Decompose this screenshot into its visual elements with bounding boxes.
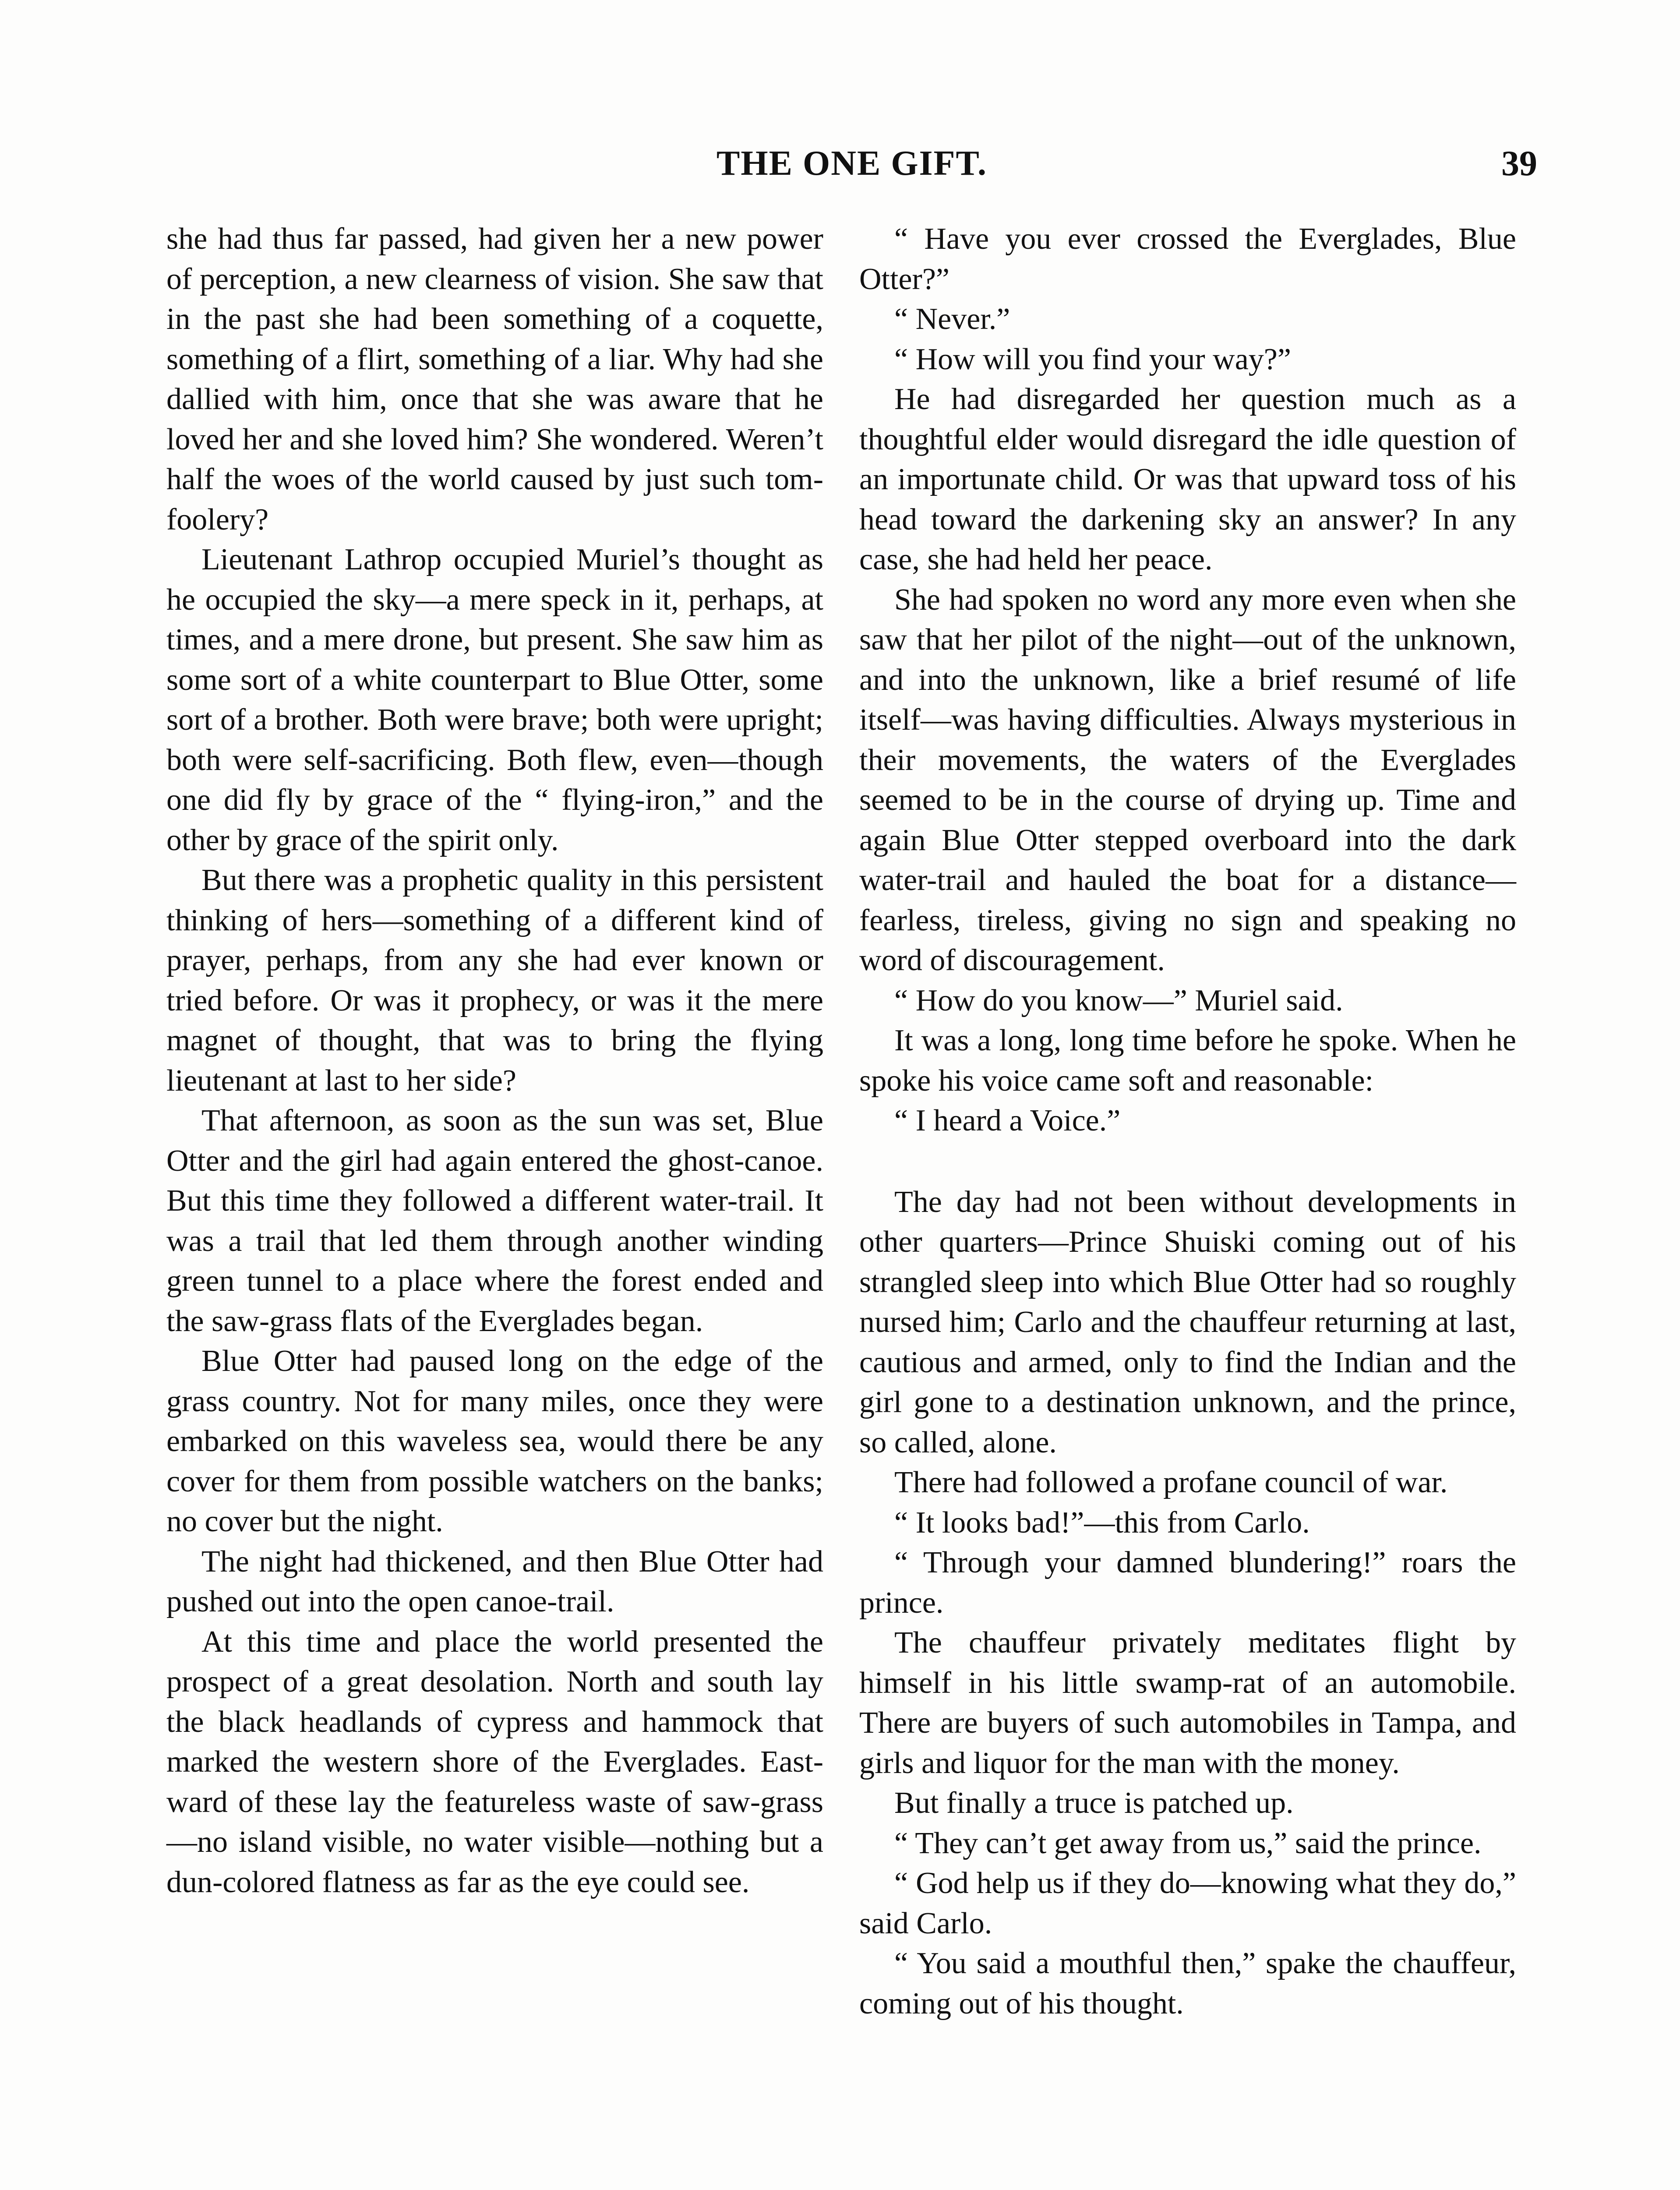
paragraph: Lieutenant Lathrop occupied Muriel’s thought as he occupied the sky—a mere speck in it, perhaps, at times, and a mere drone, but present. She saw him as some sort of a white counterpart to Blue Otter, some sort of a brother. Both were brave; both were upright; both were self-sacrificing. Both flew, even—though one did fly by grace of the “ flying-iron,” and the other by grace of the spirit only. xyxy=(166,543,823,857)
paragraph: The day had not been without developments in other quarters—Prince Shuiski coming out of his strangled sleep into which Blue Otter had so roughly nursed him; Carlo and the chauffeur returning at last, cautious and armed, only to find the Indian and the girl gone to a destination unknown, and the prince, so called, alone. xyxy=(859,1185,1516,1459)
paragraph: “ How do you know—” Muriel said. xyxy=(894,983,1343,1017)
paragraph: She had spoken no word any more even when she saw that her pilot of the night—out of the unknown, and into the unknown, like a brief resumé of life itself—was having difficulties. Always mysterious in their movements, the waters of the Everglades seemed to be in the course of drying up. Time and again Blue Otter stepped overboard into the dark water-trail and hauled the boat for a distance—fearless, tireless, giving no sign and speaking no word of discouragement. xyxy=(859,583,1516,977)
paragraph: That afternoon, as soon as the sun was set, Blue Otter and the girl had again entered the ghost-canoe. But this time they followed a different water-trail. It was a trail that led them through another winding green tunnel to a place where the forest ended and the saw-grass flats of the Everglades began. xyxy=(166,1104,823,1338)
paragraph: “ How will you find your way?” xyxy=(894,342,1291,376)
paragraph: “ God help us if they do—knowing what they do,” said Carlo. xyxy=(859,1866,1516,1940)
paragraph: “ They can’t get away from us,” said the prince. xyxy=(894,1826,1482,1860)
paragraph: “ I heard a Voice.” xyxy=(894,1104,1121,1137)
paragraph: “ You said a mouthful then,” spake the chauffeur, coming out of his thought. xyxy=(859,1946,1516,2020)
paragraph: “ Have you ever crossed the Everglades, Blue Otter?” xyxy=(859,222,1516,296)
right-column xyxy=(859,219,1516,2024)
page-number: 39 xyxy=(1501,143,1537,183)
running-title: THE ONE GIFT. xyxy=(716,144,987,183)
paragraph: Blue Otter had paused long on the edge of the grass country. Not for many miles, once they were embarked on this waveless sea, would there be any cover for them from possible watchers on the banks; no cover but the night. xyxy=(166,1344,823,1538)
paragraph: The night had thickened, and then Blue Otter had pushed out into the open canoe-trail. xyxy=(166,1544,823,1618)
paragraph: “ It looks bad!”—this from Carlo. xyxy=(894,1505,1310,1540)
paragraph: He had disregarded her question much as a thoughtful elder would disregard the idle question of an importunate child. Or was that upward toss of his head toward the darkening sky an answer? In any case, she had held her peace. xyxy=(859,382,1516,576)
paragraph: “ Through your damned blundering!” roars the prince. xyxy=(859,1546,1516,1620)
paragraph: “ Never.” xyxy=(894,302,1010,336)
paragraph: There had followed a profane council of war. xyxy=(894,1466,1448,1499)
page-header xyxy=(166,139,1537,187)
paragraph: But finally a truce is patched up. xyxy=(894,1786,1294,1820)
paragraph: The chauffeur privately meditates flight by himself in his little swamp-rat of an automobile. There are buyers of such automobiles in Tampa, and girls and liquor for the man with the money. xyxy=(859,1626,1516,1780)
paragraph: she had thus far passed, had given her a new power of perception, a new clearness of vision. She saw that in the past she had been something of a coquette, something of a flirt, something of a liar. Why had she dallied with him, once that she was aware that he loved her and she loved him? She wondered. Weren’t half the woes of the world caused by just such tomfoolery? xyxy=(166,222,823,537)
paragraph: But there was a prophetic quality in this persistent thinking of hers—something of a different kind of prayer, perhaps, from any she had ever known or tried before. Or was it prophecy, or was it the mere magnet of thought, that was to bring the flying lieutenant at last to her side? xyxy=(166,863,823,1098)
left-column xyxy=(166,219,823,1902)
paragraph: At this time and place the world presented the prospect of a great desolation. North and south lay the black headlands of cypress and hammock that marked the western shore of the Everglades. Eastward of these lay the featureless waste of saw-grass—no island visible, no water visible—nothing but a dun-colored flatness as far as the eye could see. xyxy=(166,1625,823,1899)
paragraph: It was a long, long time before he spoke. When he spoke his voice came soft and reasonable: xyxy=(859,1024,1516,1098)
